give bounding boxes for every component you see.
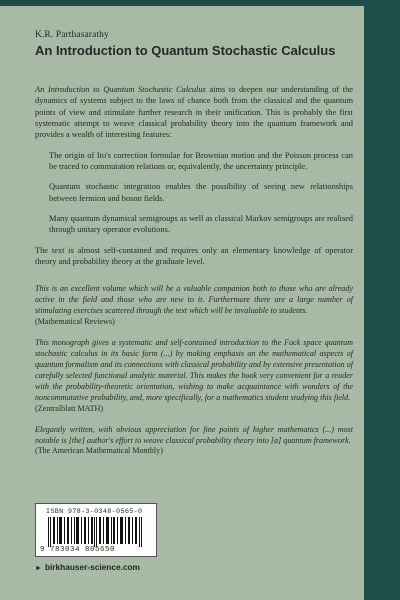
publisher-url[interactable]	[35, 562, 140, 572]
publisher-url-text: birkhauser-science.com	[44, 562, 140, 572]
barcode-bars	[46, 517, 146, 547]
closing-paragraph: The text is almost self-contained and requires only an elementary knowledge of operator theory and probability theory at the graduate level.	[35, 245, 353, 267]
intro-book-title: An Introduction to Quantum Stochastic Calculus	[35, 85, 206, 94]
feature-item: Many quantum dynamical semigroups as well as classical Markov semigroups are realised through unitary operator evolutions.	[49, 214, 353, 235]
feature-item: The origin of Ito's correction formulae for Brownian motion and the Poisson process can be traced to commutation relations or, equivalently, the uncertainty principle.	[49, 150, 353, 172]
review-block	[35, 338, 353, 414]
arrow-right-icon: ►	[35, 565, 42, 572]
back-cover-content	[35, 30, 353, 467]
review-block	[35, 284, 353, 328]
author-name: K.R. Parthasarathy	[35, 30, 109, 40]
barcode-digits: 9 783034 805650	[40, 546, 116, 554]
review-quote: Elegantly written, with obvious appreciation for fine points of higher mathematics (...) most notable is [the] author's effort to weave classical probability theory into [a] quantum framework.	[35, 424, 353, 445]
review-block	[35, 425, 353, 458]
review-source: (Zentralblatt MATH)	[35, 403, 104, 413]
isbn-number: ISBN 978-3-0348-0565-0	[46, 508, 143, 516]
spine-band	[364, 0, 400, 600]
intro-paragraph	[35, 84, 353, 141]
review-source: (Mathematical Reviews)	[35, 317, 115, 327]
review-quote: This monograph gives a systematic and self-contained introduction to the Fock space quantum stochastic calculus in its basic form (...) by making emphasis on the mathematical aspects of quantum formalism and its connections with classical probability and by extensive presentation of carefully selected functional analytic material. This makes the book very convenient for a reader with the probability-theoretic orientation, wishing to make acquaintance with wonders of the noncommutative probability, and, more specifically, for a mathematics student studying this field.	[35, 338, 353, 402]
review-source: (The American Mathematical Monthly)	[35, 446, 163, 456]
intro-text: aims to deepen our understanding of the dynamics of systems subject to the laws of chance both from the classical and the quantum points of view and stimulate further research in their unification. This is probably the first systematic attempt to weave classical probability theory into the quantum framework and provides a wealth of interesting features:	[35, 85, 353, 140]
top-edge-band	[0, 0, 364, 6]
review-quote: This is an excellent volume which will be a valuable companion both to those who are already active in the field and those who are new to it. Furthermore there are a large number of stimulating exercises scattered through the text which will be invaluable to students.	[35, 284, 353, 316]
book-title: An Introduction to Quantum Stochastic Calculus	[35, 43, 336, 58]
isbn-barcode	[35, 503, 157, 557]
feature-item: Quantum stochastic integration enables the possibility of seeing new relationships between fermion and boson fields.	[49, 182, 353, 203]
